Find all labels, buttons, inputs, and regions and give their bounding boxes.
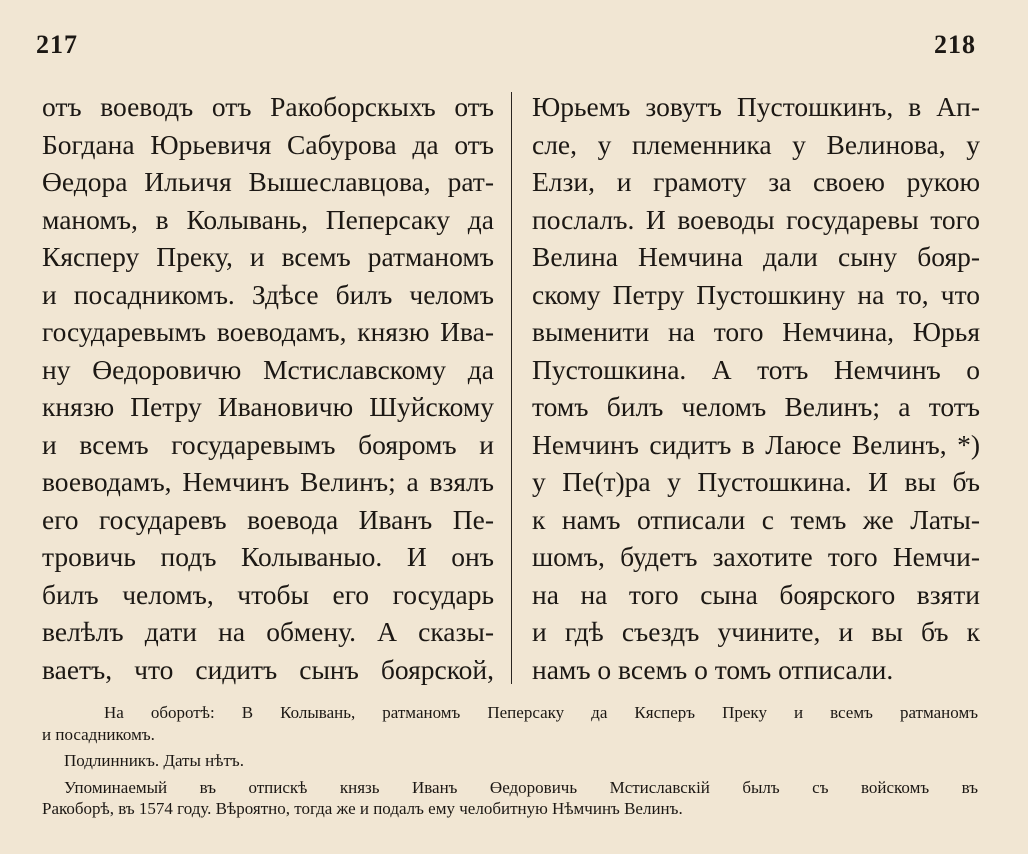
text-line: у Пе(т)ра у Пустошкина. И вы бъ [532,466,980,497]
page-number-right: 218 [934,30,976,59]
text-line: и гдѣ съездъ учините, и вы бъ к [532,616,980,647]
text-line: билъ челомъ, чтобы его государь [42,578,494,610]
text-line: маномъ, в Колывань, Пеперсаку да [42,203,494,235]
page-number-left: 217 [36,30,78,59]
text-line: томъ билъ челомъ Велинъ; а тотъ [532,391,980,422]
text-line: шомъ, будетъ захотите того Немчи- [532,541,980,572]
text-line: Велина Немчина дали сыну бояр- [532,241,980,272]
text-line: Богдана Юрьевичя Сабурова да отъ [42,128,494,160]
text-line: государевымъ воеводамъ, князю Ива- [42,316,494,347]
text-line: Елзи, и грамоту за своею рукою [532,166,980,197]
text-line: ваетъ, что сидитъ сынъ боярской, [42,653,494,685]
text-line: намъ о всемъ о томъ отписали. [532,653,894,685]
text-line: ну Өедоровичю Мстиславскому да [42,353,494,385]
text-line: на на того сына боярского взяти [532,578,980,610]
mention-note-line: Упоминаемый въ отпискѣ князь Иванъ Өедоровичь Мстиславскій былъ съ войскомъ въ [64,777,978,797]
original-note: Подлинникъ. Даты нѣтъ. [64,751,244,770]
text-line: и посадникомъ. Здѣсе билъ челомъ [42,278,494,310]
reverse-note-line: и посадникомъ. [42,724,155,744]
text-line: Өедора Ильичя Вышеславцова, рат- [42,166,494,197]
text-line: Немчинъ сидитъ в Лаюсе Велинъ, *) [532,428,980,460]
text-line: послалъ. И воеводы государевы того [532,203,980,235]
text-line: выменити на того Немчина, Юрья [532,316,980,347]
column-divider [511,92,512,684]
text-line: тровичь подъ Колываныо. И онъ [42,541,494,572]
right-column [532,88,980,688]
text-line: Юрьемъ зовутъ Пустошкинъ, в Ап- [532,91,980,122]
text-line: Пустошкина. А тотъ Немчинъ о [532,353,980,385]
text-line: воеводамъ, Немчинъ Велинъ; а взялъ [42,466,494,497]
text-line: отъ воеводъ отъ Ракоборскыхъ отъ [42,91,494,122]
left-column [42,88,494,688]
text-line: скому Петру Пустошкину на то, что [532,278,980,310]
text-line: к намъ отписали с темъ же Латы- [532,503,980,535]
text-line: князю Петру Ивановичю Шуйскому [42,391,494,422]
text-line: Кясперу Преку, и всемъ ратманомъ [42,241,494,272]
mention-note-line: Ракоборѣ, въ 1574 году. Вѣроятно, тогда же и подалъ ему челобитную Нѣмчинъ Велинъ. [42,799,683,818]
text-line: сле, у племенника у Велинова, у [532,128,980,160]
footnotes [42,702,978,820]
text-line: велѣлъ дати на обмену. А сказы- [42,616,494,647]
text-line: и всемъ государевымъ бояромъ и [42,428,494,460]
reverse-note-line: На оборотѣ: В Колывань, ратманомъ Пеперсаку да Кясперъ Преку и всемъ ратманомъ [104,703,978,722]
text-line: его государевъ воевода Иванъ Пе- [42,503,494,535]
